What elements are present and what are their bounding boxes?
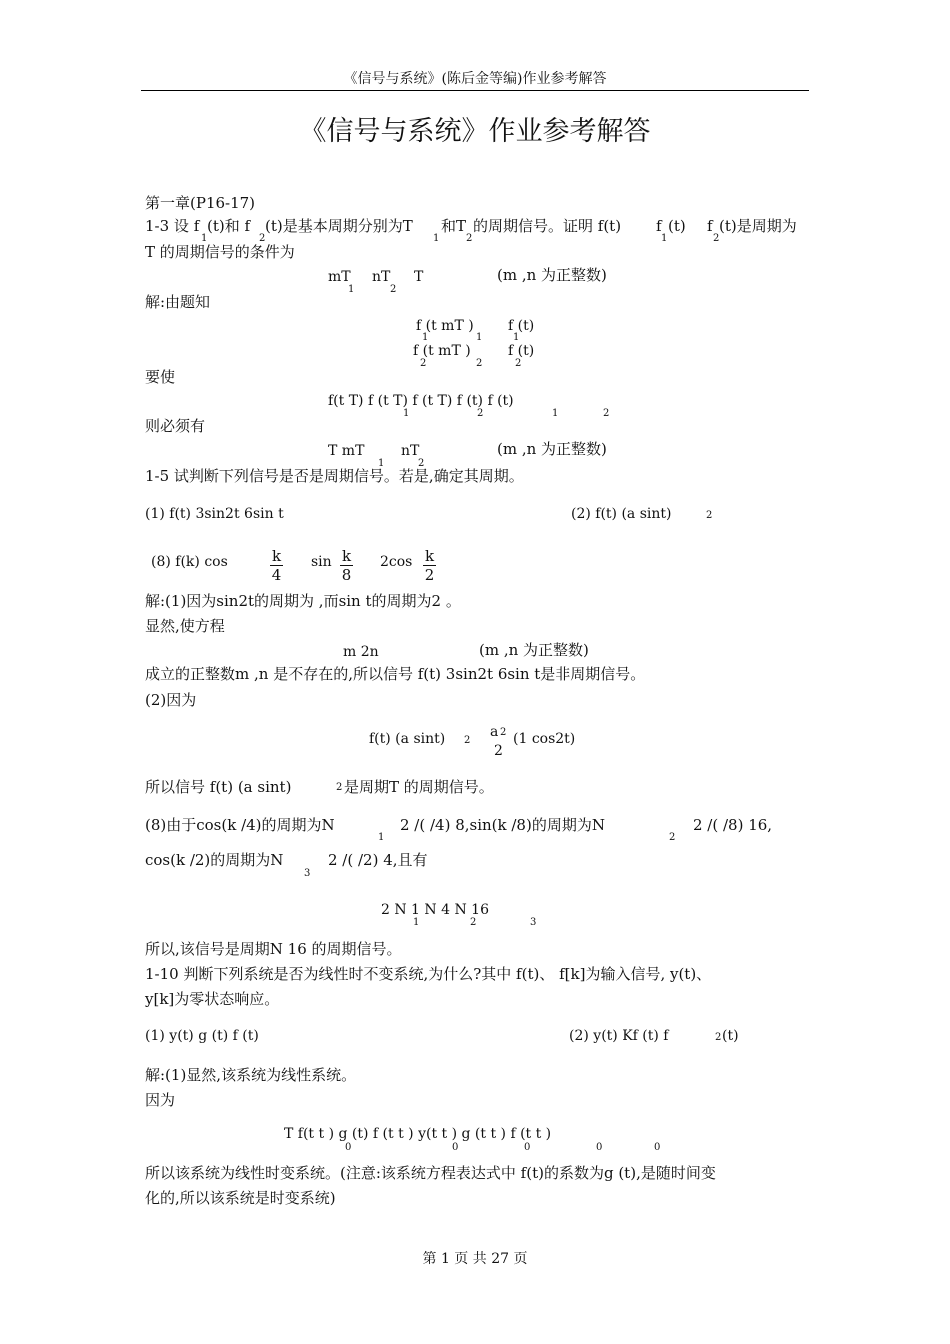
subscript: 1 [201,233,208,244]
text-line: 要使 [145,368,176,386]
subscript: 2 [470,917,477,928]
text-line: 2 /( /2) 4,且有 [328,851,428,869]
numerator: k [272,547,282,565]
denominator: 4 [271,566,282,584]
subscript: 2 [477,408,484,419]
subscript: 1 [403,408,410,419]
subscript: 2 [390,284,397,295]
problem-text: 的周期信号。证明 f(t) [473,217,622,235]
text-line: 化的,所以该系统是时变系统) [145,1189,336,1207]
numerator: a [490,724,499,740]
subproblem-1: (1) y(t) g (t) f (t) [145,1028,259,1044]
eq-part: T [414,269,424,285]
subproblem-2: (2) y(t) Kf (t) f [569,1028,669,1044]
subscript: 0 [524,1142,531,1153]
denominator: 2 [494,743,503,759]
subscript: 3 [530,917,537,928]
text-line: 2 /( /8) 16, [693,816,773,834]
eq-part: 2 N 1 N 4 N 16 [381,902,489,918]
text-line: 因为 [145,1091,176,1109]
eq-part: (1 cos2t) [513,731,576,747]
subscript: 2 [420,358,427,369]
eq-part: f (t) [508,343,535,359]
eq-note: (m ,n 为正整数) [497,266,607,284]
text-line: (8)由于cos(k /4)的周期为N [145,816,335,834]
problem-text: 1-3 设 f [145,217,200,235]
eq-part: f(t T) f (t T) f (t T) f (t) f (t) [328,393,514,409]
text-line: 所以,该信号是周期N 16 的周期信号。 [145,940,402,958]
subscript: 2 [259,233,266,244]
equation: m 2n [343,644,379,660]
fraction [340,547,353,584]
eq-part: T f(t t ) g (t) f (t t ) y(t t ) g (t t ) f (t t ) [284,1126,552,1142]
subscript: 2 [603,408,610,419]
problem-text: 和T [441,217,467,235]
subscript: 1 [348,284,355,295]
eq-part: nT [401,443,420,459]
subscript: 0 [452,1142,459,1153]
eq-note: (m ,n 为正整数) [479,641,589,659]
subscript: 1 [378,458,385,469]
eq-part: f(t) (a sint) [369,731,446,747]
subscript: 1 [513,332,520,343]
subproblem-1: (1) f(t) 3sin2t 6sin t [145,506,284,522]
denominator: 2 [424,566,435,584]
text-line: y[k]为零状态响应。 [145,990,280,1008]
eq-note: (m ,n 为正整数) [497,440,607,458]
problem-text: (t)是周期为 [719,217,797,235]
problem-text: f [707,217,713,235]
subscript: 1 [422,332,429,343]
problem-text: (t)和 f [207,217,251,235]
expr-part: 2cos [380,554,413,570]
subscript: 0 [345,1142,352,1153]
text-line: 则必须有 [145,417,206,435]
text-line: (2)因为 [145,691,197,709]
page-footer: 第 1 页 共 27 页 [422,1251,528,1267]
text-line: cos(k /2)的周期为N [145,851,284,869]
subscript: 2 [466,233,473,244]
problem-text: (t) [668,217,686,235]
subscript: 2 [418,458,425,469]
problem-1-10: 1-10 判断下列系统是否为线性时不变系统,为什么?其中 f(t)、 f[k]为输入信号, y(t)、 [145,965,712,983]
solution-line: 解:(1)因为sin2t的周期为 ,而sin t的周期为2 。 [145,592,461,610]
superscript: 2 [500,727,507,738]
subscript: 1 [661,233,668,244]
subscript: 2 [713,233,720,244]
eq-part: nT [372,269,391,285]
eq-part: f (t) [508,318,535,334]
subscript: 1 [413,917,420,928]
header-rule [141,90,809,91]
text-line: 成立的正整数m ,n 是不存在的,所以信号 f(t) 3sin2t 6sin t是非周期信号。 [145,665,646,683]
text-line: 显然,使方程 [145,617,225,635]
text-line: 所以信号 f(t) (a sint) [145,778,292,796]
subscript: 3 [304,868,311,879]
fraction [423,547,436,584]
denominator: 8 [341,566,352,584]
problem-text: (t)是基本周期分别为T [265,217,413,235]
numerator: k [425,547,435,565]
subscript: 2 [515,358,522,369]
subproblem-8: (8) f(k) cos [151,554,228,570]
subscript: 1 [378,832,385,843]
page-title: 《信号与系统》作业参考解答 [299,116,651,147]
eq-part: mT [328,269,351,285]
subscript: 0 [596,1142,603,1153]
problem-text: f [656,217,662,235]
subscript: 2 [476,358,483,369]
text-line: 所以该系统为线性时变系统。(注意:该系统方程表达式中 f(t)的系数为g (t),是随时间变 [145,1164,716,1182]
text-line: 是周期T 的周期信号。 [344,778,494,796]
solution-label: 解:由题知 [145,293,211,311]
subscript: 1 [552,408,559,419]
subscript: 2 [669,832,676,843]
subscript: 1 [433,233,440,244]
subscript: 1 [476,332,483,343]
expr-part: (t) [722,1028,739,1044]
problem-text: T 的周期信号的条件为 [145,243,295,261]
expr-part: sin [311,554,332,570]
superscript: 2 [336,782,343,793]
subscript: 0 [654,1142,661,1153]
solution-line: 解:(1)显然,该系统为线性系统。 [145,1066,357,1084]
text-line: 2 /( /4) 8,sin(k /8)的周期为N [400,816,605,834]
eq-part: f (t mT ) [416,318,474,334]
superscript: 2 [464,735,471,746]
eq-part: f (t mT ) [413,343,471,359]
eq-part: T mT [328,443,365,459]
subproblem-2: (2) f(t) (a sint) [571,506,672,522]
chapter-heading: 第一章(P16-17) [145,194,256,212]
numerator: k [342,547,352,565]
problem-1-5: 1-5 试判断下列信号是否是周期信号。若是,确定其周期。 [145,467,524,485]
fraction [270,547,283,584]
running-header: 《信号与系统》(陈后金等编)作业参考解答 [343,71,607,87]
superscript: 2 [715,1032,722,1043]
superscript: 2 [706,510,713,521]
